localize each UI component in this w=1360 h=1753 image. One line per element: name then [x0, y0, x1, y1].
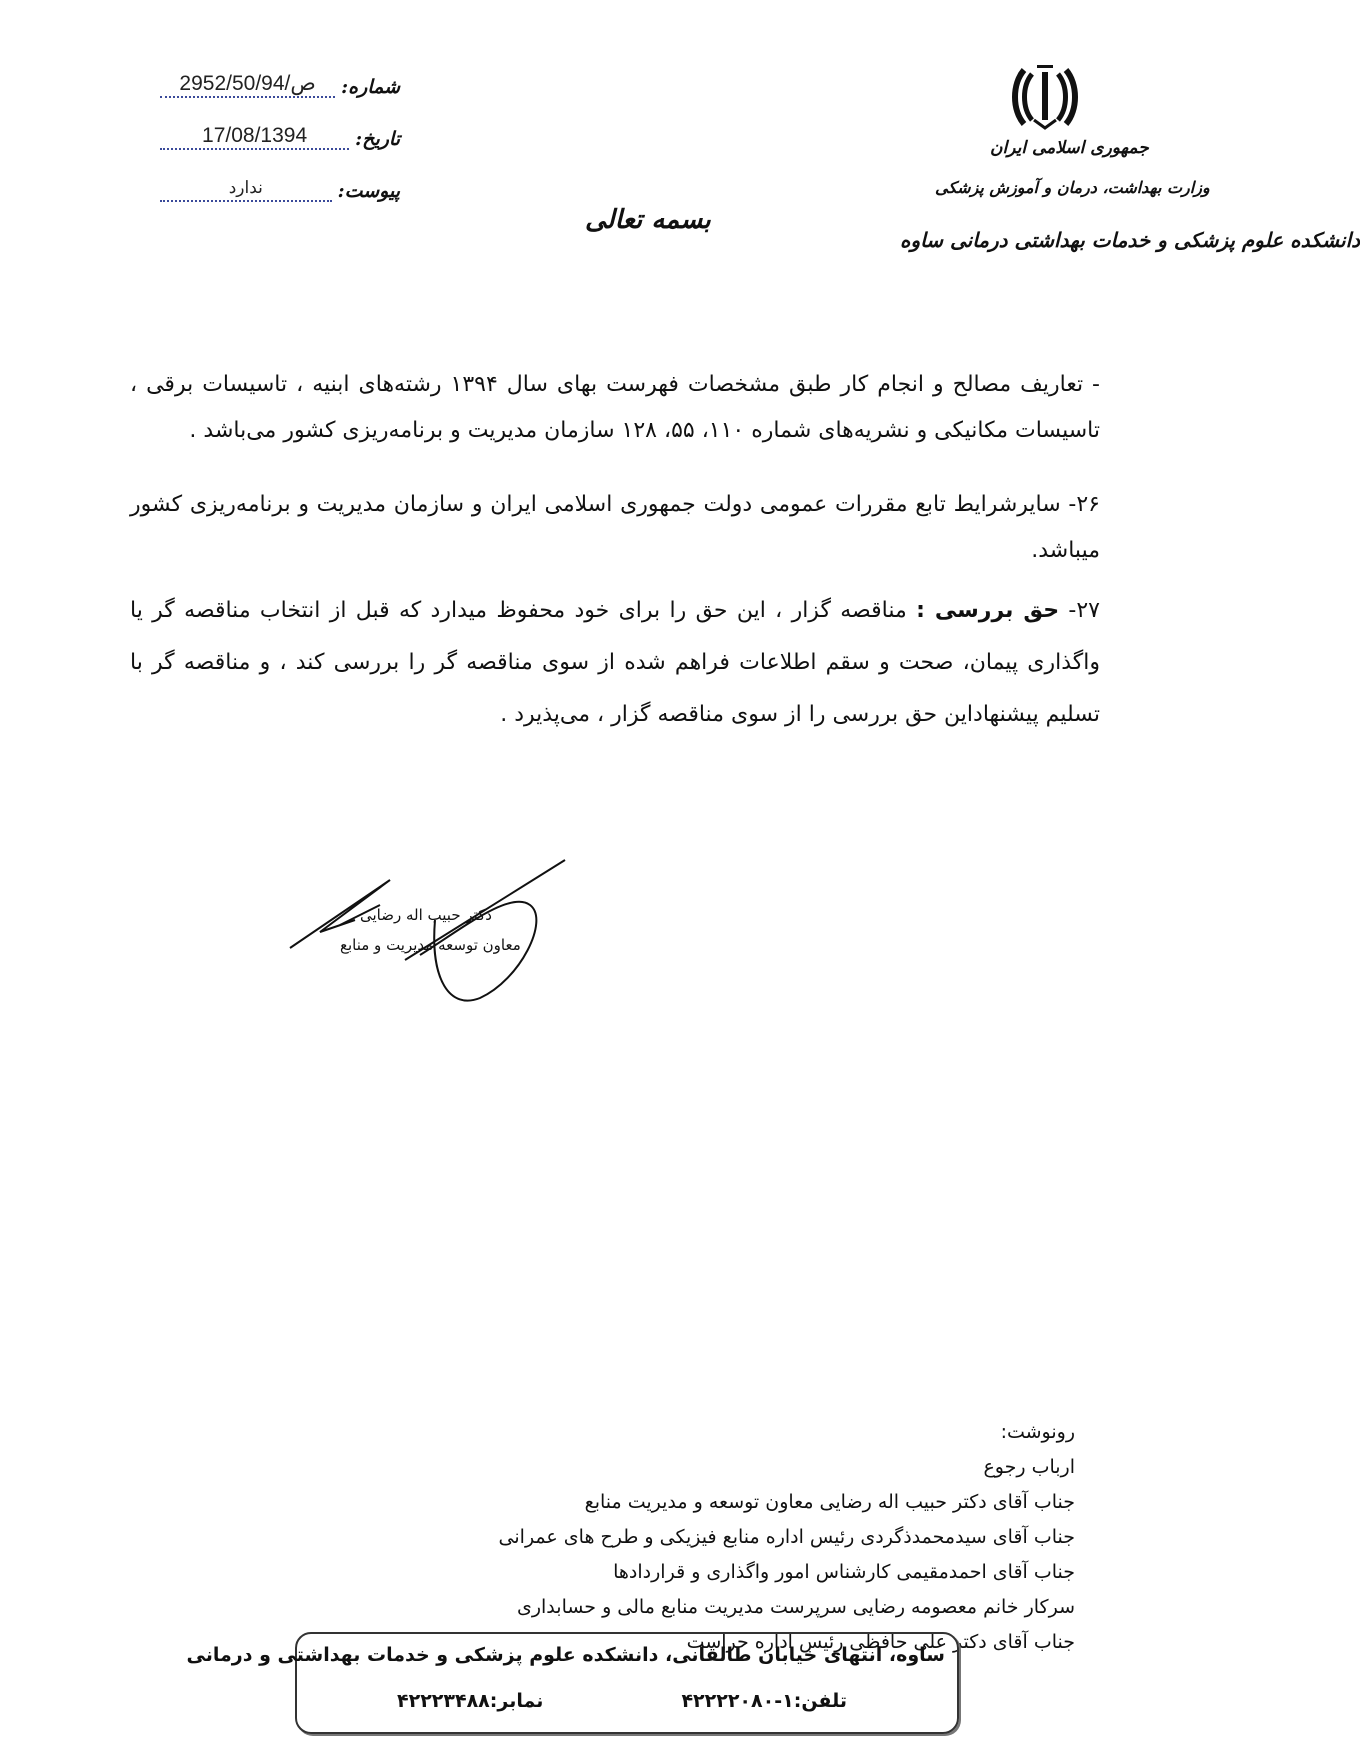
cc-recipient: جناب آقای دکتر علی حافظی رئیس اداره حراست: [686, 1631, 1075, 1653]
cc-recipient: جناب آقای احمدمقیمی کارشناس امور واگذاری و قراردادها: [613, 1561, 1075, 1583]
clause-27-text: مناقصه گزار ، این حق را برای خود محفوظ میدارد که قبل از انتخاب مناقصه گر یا واگذاری پیمان، صحت و سقم اطلاعات فراهم شده از سوی مناقصه گر را بررسی کند ، و مناقصه گر با تسلیم پیشنهاداین حق بررسی را از سوی مناقصه گزار ، می‌پذیرد .: [130, 598, 1100, 727]
footer-phone: تلفن:۱-۴۲۲۲۲۰۸۰: [681, 1690, 847, 1712]
cc-recipient: سرکار خانم معصومه رضایی سرپرست مدیریت منابع مالی و حسابداری: [516, 1596, 1075, 1618]
signatory-title: معاون توسعه مدیریت و منابع: [340, 936, 521, 954]
clause-27: [130, 585, 1100, 741]
letter-date-row: [160, 120, 400, 150]
cc-list: [499, 1415, 1075, 1660]
footer-address: ساوه، انتهای خیابان طالقانی، دانشکده علوم پزشکی و خدمات بهداشتی و درمانی: [186, 1644, 945, 1666]
signature-block: [280, 860, 600, 1020]
iran-emblem-icon: [1010, 62, 1080, 132]
cc-recipient: جناب آقای سیدمحمدذگردی رئیس اداره منابع فیزیکی و طرح های عمرانی: [498, 1526, 1075, 1548]
clause-25: - تعاریف مصالح و انجام کار طبق مشخصات فهرست بهای سال ۱۳۹۴ رشته‌های ابنیه ، تاسیسات برقی ، تاسیسات مکانیکی و نشریه‌های شماره ۱۱۰، ۵۵، ۱۲۸ سازمان مدیریت و برنامه‌ریزی کشور می‌باشد .: [130, 372, 1100, 443]
bismillah-heading: بسمه تعالی: [585, 205, 711, 235]
cc-recipient: ارباب رجوع: [983, 1456, 1075, 1478]
university-name: دانشکده علوم پزشکی و خدمات بهداشتی درمانی ساوه: [900, 228, 1360, 252]
cc-recipient: جناب آقای دکتر حبیب اله رضایی معاون توسعه و مدیریت منابع: [584, 1491, 1075, 1513]
cc-heading: رونوشت:: [1000, 1421, 1075, 1443]
signatory-name: دکتر حبیب اله رضایی: [360, 906, 492, 924]
country-name: جمهوری اسلامی ایران: [990, 138, 1149, 158]
attachment-label: پیوست:: [337, 180, 400, 202]
attachment-row: [160, 172, 400, 202]
ministry-name: وزارت بهداشت، درمان و آموزش پزشکی: [935, 178, 1210, 197]
letter-number-label: شماره:: [341, 76, 400, 98]
letter-date-label: تاریخ:: [355, 128, 400, 150]
footer-contact-box: [186, 1632, 959, 1734]
clause-27-number: ۲۷-: [1068, 598, 1100, 623]
attachment-value: ندارد: [160, 176, 332, 202]
clause-27-title: حق بررسی :: [916, 598, 1060, 623]
letter-number-row: [160, 68, 400, 98]
letter-number-value: 2952/50/ص/94: [160, 72, 335, 98]
footer-fax: نمابر:۴۲۲۲۳۴۸۸: [397, 1690, 544, 1712]
clause-26: ۲۶- سایرشرایط تابع مقررات عمومی دولت جمهوری اسلامی ایران و سازمان مدیریت و برنامه‌ریزی کشور میباشد.: [130, 492, 1100, 563]
letter-date-value: 17/08/1394: [160, 124, 349, 150]
